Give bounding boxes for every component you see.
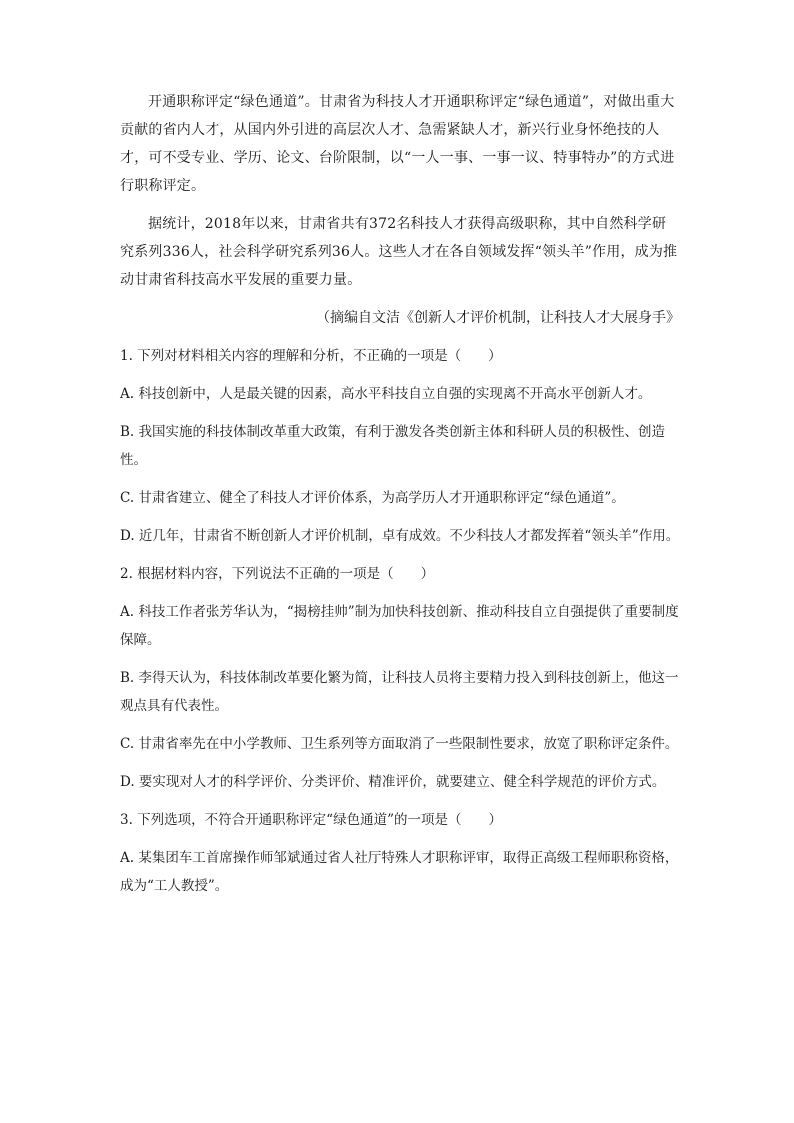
- question-1-option-a: A. 科技创新中，人是最关键的因素，高水平科技自立自强的实现离不开高水平创新人才。: [120, 386, 652, 402]
- question-2-option-b: B. 李得天认为，科技体制改革要化繁为简，让科技人员将主要精力投入到科技创新上，他这一观点具有代表性。: [120, 670, 679, 714]
- passage-source: （摘编自文洁《创新人才评价机制，让科技人才大展身手》: [316, 310, 680, 326]
- question-1-option-b: B. 我国实施的科技体制改革重大政策，有利于激发各类创新主体和科研人员的积极性、创造性。: [120, 424, 666, 468]
- passage-paragraph-2: 据统计，2018年以来，甘肃省共有372名科技人才获得高级职称，其中自然科学研究系列336人，社会科学研究系列36人。这些人才在各自领域发挥“领头羊”作用，成为推动甘肃省科技高水平发展的重要力量。: [120, 216, 678, 288]
- question-1-option-d: D. 近几年，甘肃省不断创新人才评价机制，卓有成效。不少科技人才都发挥着“领头羊”作用。: [120, 528, 680, 544]
- passage-paragraph-1: 开通职称评定“绿色通道”。甘肃省为科技人才开通职称评定“绿色通道”，对做出重大贡献的省内人才，从国内外引进的高层次人才、急需紧缺人才，新兴行业身怀绝技的人才，可不受专业、学历、论文、台阶限制，以“一人一事、一事一议、特事特办”的方式进行职称评定。: [120, 94, 675, 194]
- question-2-option-d: D. 要实现对人才的科学评价、分类评价、精准评价，就要建立、健全科学规范的评价方式。: [120, 774, 666, 790]
- question-2-option-a: A. 科技工作者张芳华认为，“揭榜挂帅”制为加快科技创新、推动科技自立自强提供了重要制度保障。: [120, 604, 679, 648]
- question-3-option-a: A. 某集团车工首席操作师邹斌通过省人社厅特殊人才职称评审，取得正高级工程师职称资格，成为“工人教授”。: [120, 850, 679, 894]
- question-1-option-c: C. 甘肃省建立、健全了科技人才评价体系，为高学历人才开通职称评定“绿色通道”。: [120, 490, 625, 506]
- question-1-stem: 1. 下列对材料相关内容的理解和分析，不正确的一项是（ ）: [120, 348, 502, 364]
- question-3-stem: 3. 下列选项，不符合开通职称评定“绿色通道”的一项是（ ）: [120, 812, 502, 828]
- question-2-option-c: C. 甘肃省率先在中小学教师、卫生系列等方面取消了一些限制性要求，放宽了职称评定条件。: [120, 736, 679, 752]
- question-2-stem: 2. 根据材料内容，下列说法不正确的一项是（ ）: [120, 566, 435, 582]
- document-page: [120, 88, 680, 910]
